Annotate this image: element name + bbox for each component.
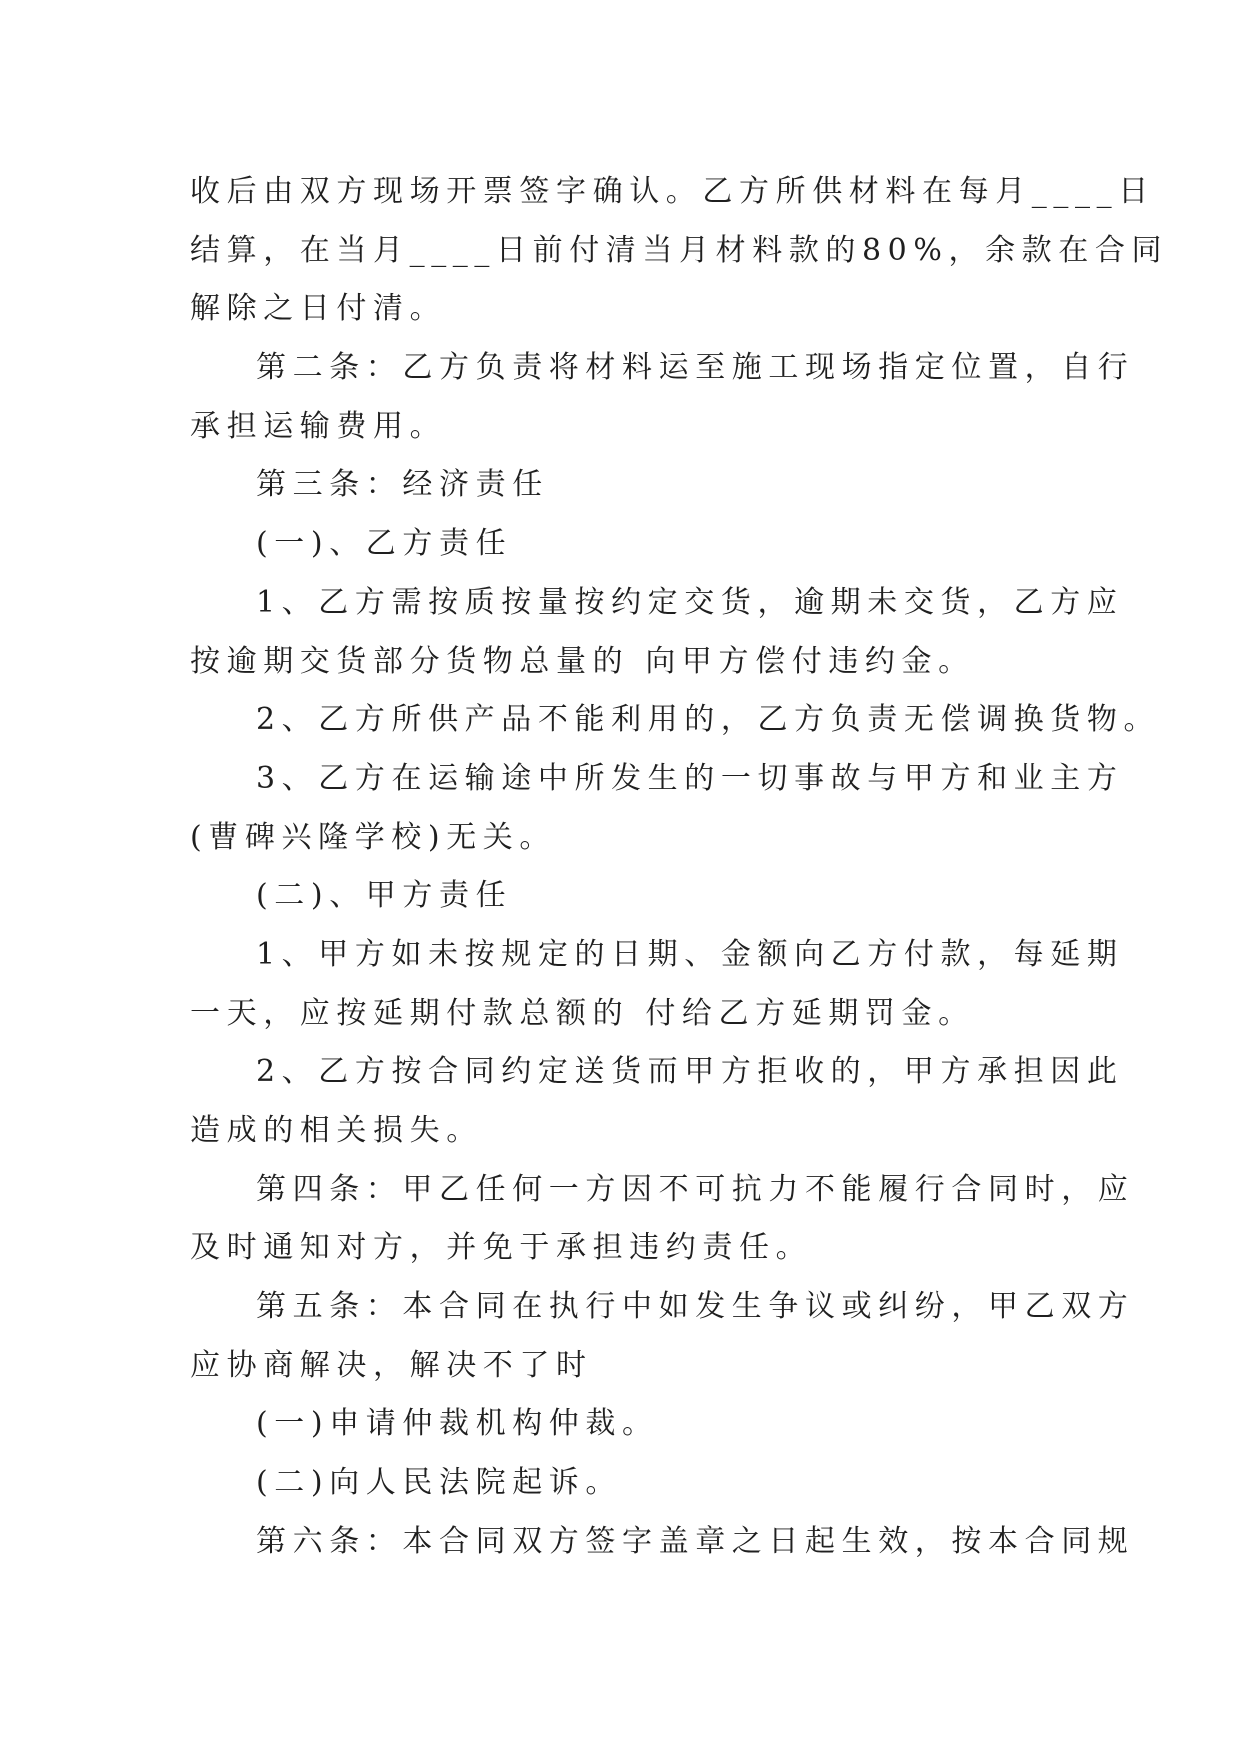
text-line: 第四条：甲乙任何一方因不可抗力不能履行合同时，应 <box>256 1171 1135 1207</box>
text-line: 应协商解决，解决不了时 <box>190 1347 593 1383</box>
text-line: (曹碑兴隆学校)无关。 <box>190 819 557 855</box>
text-line: (二)向人民法院起诉。 <box>256 1465 623 1501</box>
document-body <box>190 163 1169 1572</box>
text-line: 收后由双方现场开票签字确认。乙方所供材料在每月____日 <box>190 174 1155 209</box>
text-line: 1、乙方需按质按量按约定交货，逾期未交货，乙方应 <box>256 584 1124 620</box>
text-line: 第六条：本合同双方签字盖章之日起生效，按本合同规 <box>256 1523 1135 1559</box>
text-line: 2、乙方所供产品不能利用的，乙方负责无偿调换货物。 <box>256 702 1161 738</box>
text-line: 造成的相关损失。 <box>190 1113 483 1148</box>
text-line: 1、甲方如未按规定的日期、金额向乙方付款，每延期 <box>256 936 1124 972</box>
text-line: 一天，应按延期付款总额的 付给乙方延期罚金。 <box>190 995 975 1031</box>
text-line: 第五条：本合同在执行中如发生争议或纠纷，甲乙双方 <box>256 1289 1135 1325</box>
subsection-heading: (一)、乙方责任 <box>256 526 513 562</box>
subsection-heading: (二)、甲方责任 <box>256 878 513 914</box>
text-line: 及时通知对方，并免于承担违约责任。 <box>190 1230 813 1266</box>
text-line: 2、乙方按合同约定送货而甲方拒收的，甲方承担因此 <box>256 1054 1124 1090</box>
text-line: 按逾期交货部分货物总量的 向甲方偿付违约金。 <box>190 643 975 679</box>
text-line: (一)申请仲裁机构仲裁。 <box>256 1406 659 1442</box>
text-line: 3、乙方在运输途中所发生的一切事故与甲方和业主方 <box>256 760 1124 796</box>
text-line: 结算，在当月____日前付清当月材料款的80%，余款在合同 <box>190 232 1169 268</box>
text-line: 第二条：乙方负责将材料运至施工现场指定位置，自行 <box>256 350 1135 386</box>
text-line: 解除之日付清。 <box>190 291 447 327</box>
section-heading: 第三条：经济责任 <box>256 467 549 503</box>
text-line: 承担运输费用。 <box>190 408 447 444</box>
